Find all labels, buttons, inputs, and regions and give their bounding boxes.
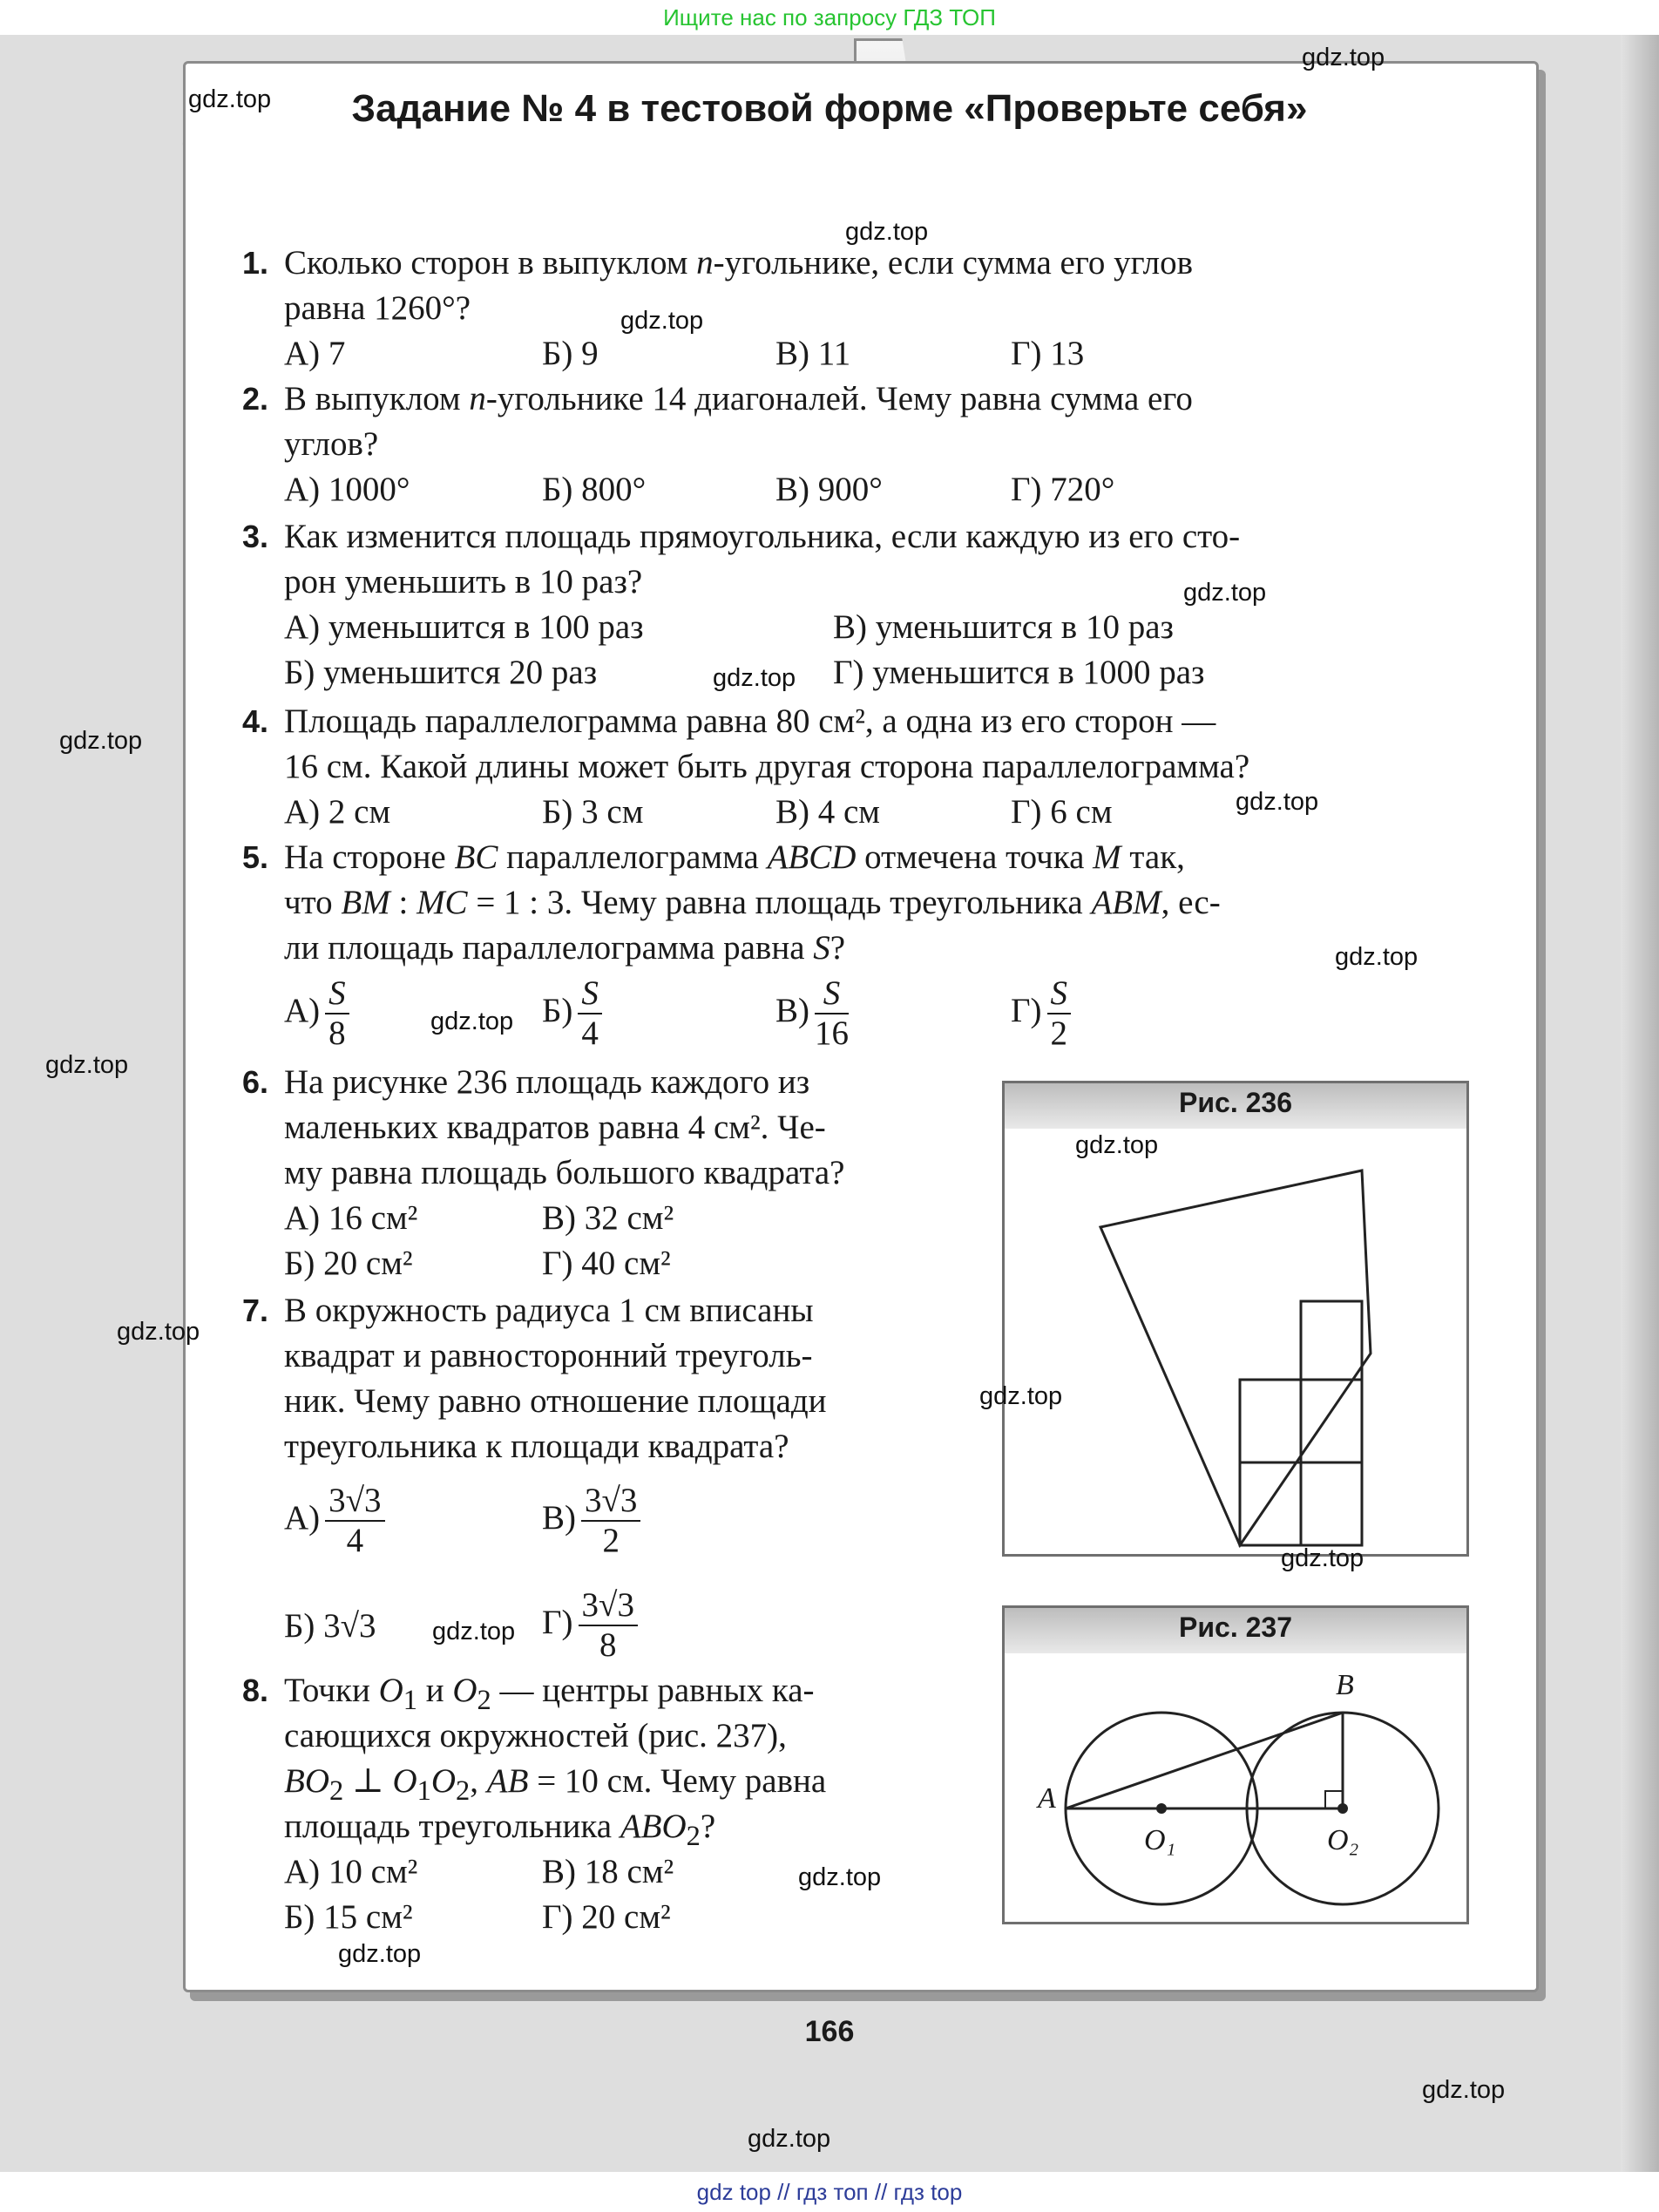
answer-option[interactable]: В) 18 см² — [542, 1853, 674, 1890]
answer-option[interactable]: Б) 3√3 — [284, 1607, 376, 1645]
answer-option[interactable]: Г) 40 см² — [542, 1245, 671, 1282]
question-line: $BO_2$ ⊥ $O_1O_2$, AB = 10 см. Чему равна — [284, 1762, 827, 1807]
watermark: gdz.top — [798, 1863, 882, 1891]
top-banner-text[interactable]: Ищите нас по запросу ГДЗ ТОП — [663, 4, 996, 31]
question-line: Сколько сторон в выпуклом n-угольнике, если сумма его углов — [284, 244, 1194, 282]
answer-option[interactable]: А) 7 — [284, 335, 346, 372]
figure-caption: Рис. 237 — [1179, 1612, 1292, 1643]
answer-option[interactable]: Б) уменьшится 20 раз — [284, 654, 598, 691]
question-line: му равна площадь большого квадрата? — [284, 1154, 845, 1191]
watermark: gdz.top — [713, 664, 796, 692]
question-line: ли площадь параллелограмма равна S? — [284, 929, 846, 967]
watermark: gdz.top — [1236, 788, 1319, 816]
question-line: равна 1260°? — [284, 289, 471, 327]
question-line: квадрат и равносторонний треуголь- — [284, 1337, 813, 1374]
question-number: 4. — [241, 703, 268, 739]
bottom-banner[interactable] — [0, 2172, 1659, 2212]
figure-237 — [1002, 1605, 1469, 1924]
figure-caption: Рис. 236 — [1179, 1087, 1292, 1118]
answer-option[interactable]: А) $\frac{S}{8}$ — [284, 974, 355, 1053]
watermark: gdz.top — [979, 1382, 1063, 1410]
answer-option[interactable]: Б) $\frac{S}{4}$ — [542, 974, 607, 1053]
watermark: gdz.top — [1075, 1131, 1159, 1159]
figure-236-drawing — [1005, 1083, 1466, 1554]
question-number: 7. — [241, 1293, 268, 1328]
answer-option[interactable]: Б) 800° — [542, 471, 647, 508]
question-line: углов? — [284, 425, 379, 463]
answer-option[interactable]: Г) 6 см — [1011, 793, 1113, 831]
question-line: маленьких квадратов равна 4 см². Че- — [284, 1109, 826, 1146]
question-line: На стороне BC параллелограмма ABCD отмечена точка M так, — [284, 838, 1185, 876]
label-O1: O₁ — [1144, 1824, 1176, 1856]
question-number: 2. — [241, 381, 268, 417]
figure-237-drawing — [1005, 1608, 1466, 1922]
answer-option[interactable]: А) 16 см² — [284, 1199, 418, 1237]
top-banner[interactable] — [0, 0, 1659, 35]
label-O2: O₂ — [1327, 1824, 1359, 1856]
page-number: 166 — [804, 2015, 855, 2048]
watermark: gdz.top — [45, 1051, 129, 1079]
answer-option[interactable]: А) 2 см — [284, 793, 391, 831]
answer-option[interactable]: Б) 9 — [542, 335, 599, 372]
question-line: В окружность радиуса 1 см вписаны — [284, 1292, 814, 1329]
answer-option[interactable]: В) 32 см² — [542, 1199, 674, 1237]
watermark: gdz.top — [1302, 44, 1385, 71]
answer-option[interactable]: Б) 3 см — [542, 793, 644, 831]
question-line: Точки $O_1$ и $O_2$ — центры равных ка- — [284, 1672, 815, 1716]
answer-option[interactable]: А) уменьшится в 100 раз — [284, 608, 644, 646]
answer-option[interactable]: А) 1000° — [284, 471, 410, 508]
question-line: площадь треугольника $ABO_2$? — [284, 1808, 716, 1852]
question-line: что BM : MC = 1 : 3. Чему равна площадь треугольника ABM, ес- — [284, 884, 1221, 921]
answer-option[interactable]: В) 11 — [775, 335, 851, 372]
question-line: Площадь параллелограмма равна 80 см², а одна из его сторон — — [284, 702, 1216, 740]
answer-option[interactable]: В) $\frac{S}{16}$ — [775, 974, 849, 1052]
watermark: gdz.top — [1183, 579, 1267, 607]
question-line: 16 см. Какой длины может быть другая сторона параллелограмма? — [284, 748, 1250, 785]
answer-option[interactable]: Г) 20 см² — [542, 1898, 671, 1936]
bottom-banner-links[interactable]: gdz top // гдз топ // гдз top — [696, 2179, 963, 2205]
label-B: B — [1336, 1669, 1354, 1701]
watermark: gdz.top — [748, 2125, 831, 2153]
figure-236 — [1002, 1081, 1469, 1557]
watermark: gdz.top — [430, 1008, 514, 1035]
answer-option[interactable]: В) уменьшится в 10 раз — [833, 608, 1174, 646]
question-line: рон уменьшить в 10 раз? — [284, 563, 643, 600]
answer-option[interactable]: Г) 13 — [1011, 335, 1085, 372]
page-edge-shadow — [1621, 35, 1659, 2172]
answer-option[interactable]: В) $\frac{3√3}{2}$ — [542, 1482, 646, 1560]
answer-option[interactable]: В) 900° — [775, 471, 883, 508]
watermark: gdz.top — [117, 1318, 200, 1346]
answer-option[interactable]: А) 10 см² — [284, 1853, 418, 1890]
question-line: треугольника к площади квадрата? — [284, 1428, 789, 1465]
answer-option[interactable]: Г) уменьшится в 1000 раз — [833, 654, 1205, 691]
answer-option[interactable]: Г) $\frac{3√3}{8}$ — [542, 1586, 643, 1665]
watermark: gdz.top — [620, 307, 704, 335]
watermark: gdz.top — [1335, 943, 1419, 971]
watermark: gdz.top — [1422, 2076, 1506, 2104]
page-title: Задание № 4 в тестовой форме «Проверьте себя» — [351, 87, 1308, 130]
watermark: gdz.top — [188, 85, 272, 113]
question-number: 8. — [241, 1673, 268, 1708]
label-A: A — [1038, 1782, 1056, 1815]
watermark: gdz.top — [1281, 1544, 1364, 1572]
question-line: сающихся окружностей (рис. 237), — [284, 1717, 787, 1754]
watermark: gdz.top — [845, 218, 929, 246]
watermark: gdz.top — [59, 727, 143, 755]
watermark: gdz.top — [338, 1940, 422, 1968]
answer-option[interactable]: Б) 20 см² — [284, 1245, 413, 1282]
answer-option[interactable]: Г) $\frac{S}{2}$ — [1011, 974, 1076, 1053]
answer-option[interactable]: В) 4 см — [775, 793, 880, 831]
question-number: 1. — [241, 245, 268, 281]
answer-option[interactable]: Г) 720° — [1011, 471, 1115, 508]
watermark: gdz.top — [432, 1618, 516, 1645]
answer-option[interactable]: Б) 15 см² — [284, 1898, 413, 1936]
question-line: На рисунке 236 площадь каждого из — [284, 1063, 810, 1101]
question-line: ник. Чему равно отношение площади — [284, 1382, 827, 1420]
question-number: 3. — [241, 519, 268, 554]
answer-option[interactable]: А) $\frac{3√3}{4}$ — [284, 1482, 390, 1560]
question-number: 5. — [241, 839, 268, 875]
question-line: В выпуклом n-угольнике 14 диагоналей. Чему равна сумма его — [284, 380, 1193, 417]
question-number: 6. — [241, 1064, 268, 1100]
question-line: Как изменится площадь прямоугольника, если каждую из его сто- — [284, 518, 1241, 555]
